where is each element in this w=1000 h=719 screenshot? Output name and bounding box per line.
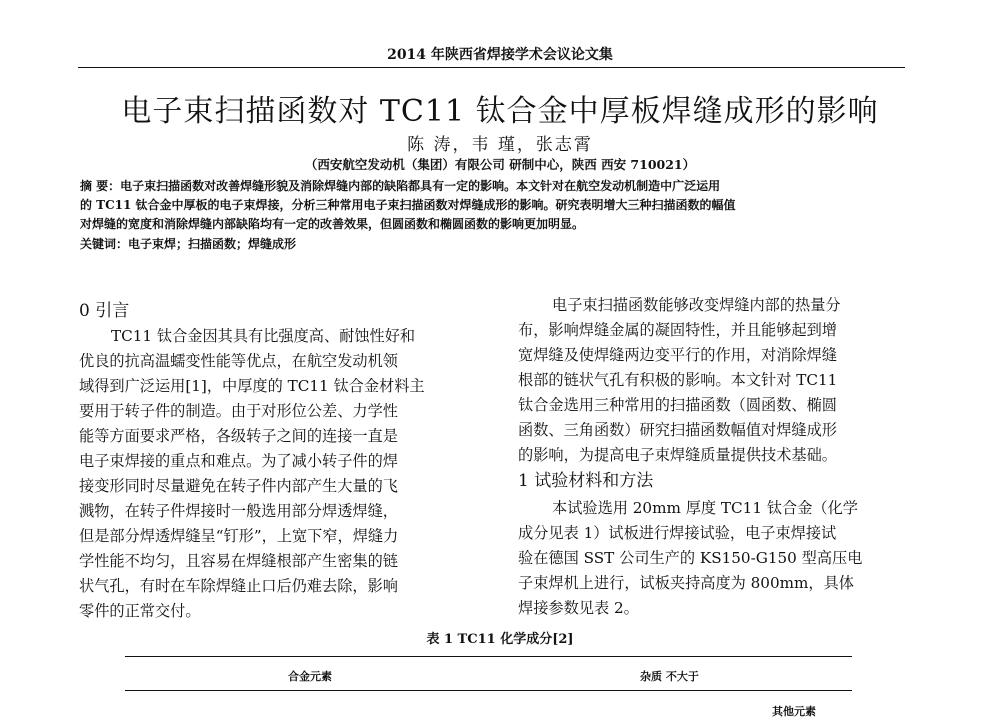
- paragraph-line: 成分见表 1）试板进行焊接试验，电子束焊接试: [518, 524, 837, 542]
- authors: 陈 涛，韦 瑾，张志霄: [407, 135, 593, 155]
- paragraph-line: 布，影响焊缝金属的凝固特性，并且能够起到增: [518, 321, 837, 339]
- paragraph-line: 钛合金选用三种常用的扫描函数（圆函数、椭圆: [518, 396, 837, 414]
- paragraph-line: 的影响，为提高电子束焊缝质量提供技术基础。: [518, 446, 837, 464]
- affiliation: （西安航空发动机（集团）有限公司 研制中心，陕西 西安 710021）: [304, 157, 696, 172]
- table-caption: 表 1 TC11 化学成分[2]: [426, 632, 574, 647]
- paper-title: 电子束扫描函数对 TC11 钛合金中厚板焊缝成形的影响: [121, 94, 879, 129]
- paragraph-line: 电子束焊接的重点和难点。为了减小转子件的焊: [79, 452, 398, 470]
- paragraph-line: 电子束扫描函数能够改变焊缝内部的热量分: [552, 296, 841, 314]
- paragraph-line: 宽焊缝及使焊缝两边变平行的作用，对消除焊缝: [518, 346, 837, 364]
- paragraph-line: 学性能不均匀，且容易在焊缝根部产生密集的链: [79, 552, 398, 570]
- paragraph-line: 能等方面要求严格，各级转子之间的连接一直是: [79, 427, 398, 445]
- paragraph-line: 验在德国 SST 公司生产的 KS150-G150 型高压电: [518, 549, 863, 567]
- paragraph-line: 根部的链状气孔有积极的影响。本文针对 TC11: [518, 371, 838, 389]
- section-heading-introduction: 0 引言: [79, 301, 130, 321]
- paragraph-line: 本试验选用 20mm 厚度 TC11 钛合金（化学: [552, 499, 858, 517]
- table-header-impurity: 杂质 不大于: [640, 670, 699, 683]
- paragraph-line: 状气孔，有时在车除焊缝止口后仍难去除，影响: [79, 577, 398, 595]
- paragraph-line: 接变形同时尽量避免在转子件内部产生大量的飞: [79, 477, 398, 495]
- paragraph-line: 域得到广泛运用[1]，中厚度的 TC11 钛合金材料主: [79, 377, 425, 395]
- paragraph-line: TC11 钛合金因其具有比强度高、耐蚀性好和: [111, 327, 416, 345]
- abstract-line: 摘 要：电子束扫描函数对改善焊缝形貌及消除焊缝内部的缺陷都具有一定的影响。本文针对在航空发动机制造中广泛运用: [80, 179, 721, 193]
- header-rule: [78, 67, 905, 68]
- abstract-line: 对焊缝的宽度和消除焊缝内部缺陷均有一定的改善效果，但圆函数和椭圆函数的影响更加明显。: [80, 217, 585, 231]
- paragraph-line: 零件的正常交付。: [79, 602, 201, 620]
- table-header-other: 其他元素: [772, 705, 816, 718]
- paragraph-line: 要用于转子件的制造。由于对形位公差、力学性: [79, 402, 398, 420]
- section-heading-materials-methods: 1 试验材料和方法: [518, 471, 654, 491]
- paragraph-line: 溅物，在转子件焊接时一般选用部分焊透焊缝，: [79, 502, 398, 520]
- paragraph-line: 函数、三角函数）研究扫描函数幅值对焊缝成形: [518, 421, 837, 439]
- paragraph-line: 焊接参数见表 2。: [518, 599, 639, 617]
- abstract-line: 的 TC11 钛合金中厚板的电子束焊接，分析三种常用电子束扫描函数对焊缝成形的影响。研究表明增大三种扫描函数的幅值: [80, 198, 736, 212]
- paragraph-line: 但是部分焊透焊缝呈“钉形”，上宽下窄，焊缝力: [79, 527, 399, 545]
- running-header: 2014 年陕西省焊接学术会议论文集: [387, 47, 613, 63]
- table-header-alloy: 合金元素: [288, 670, 332, 683]
- paragraph-line: 优良的抗高温蠕变性能等优点，在航空发动机领: [79, 352, 398, 370]
- table-header-rule: [125, 690, 852, 691]
- keywords: 关键词：电子束焊；扫描函数；焊缝成形: [80, 237, 297, 251]
- paragraph-line: 子束焊机上进行，试板夹持高度为 800mm，具体: [518, 574, 854, 592]
- table-top-rule: [125, 656, 852, 657]
